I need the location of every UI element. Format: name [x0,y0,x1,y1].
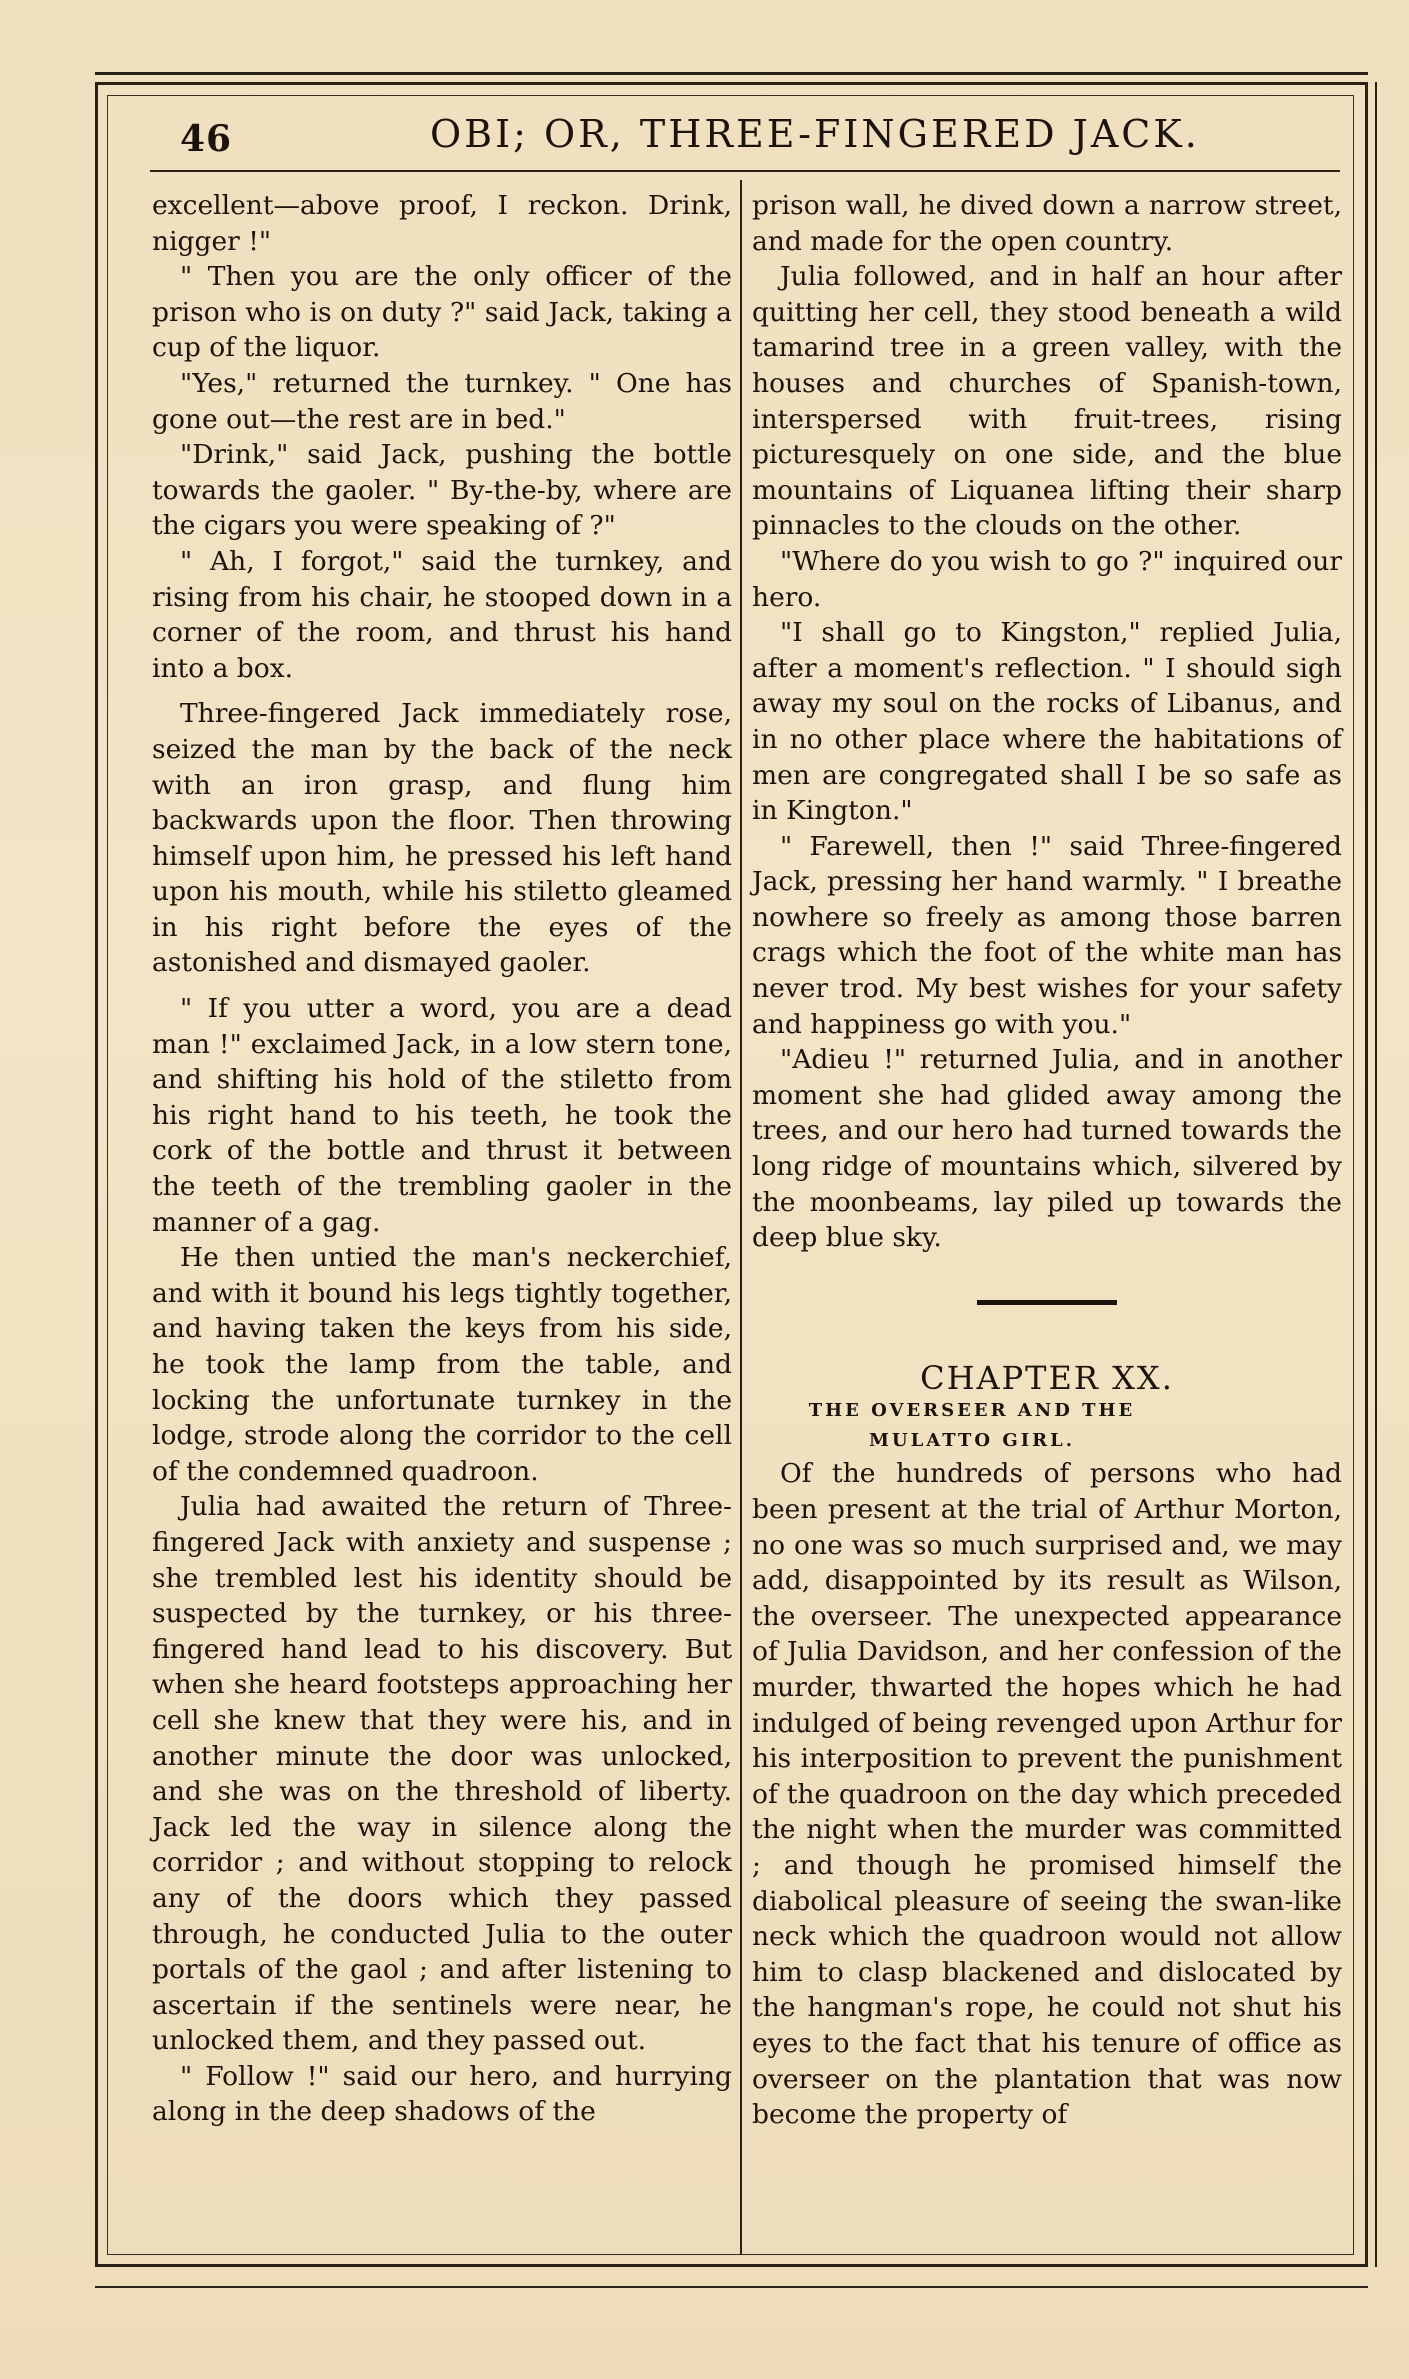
paragraph: prison wall, he dived down a narrow street, and made for the open country. [752,190,1342,257]
paragraph: " Then you are the only officer of the prison who is on duty ?" said Jack, taking a cup of the liquor. [152,261,732,364]
top-border-rule [95,72,1368,75]
chapter-subtitle: THE OVERSEER AND THE MULATTO GIRL. [808,1400,1136,1452]
left-column [152,188,732,2130]
bottom-border-rule [95,2286,1368,2288]
running-title: OBI; OR, THREE-FINGERED JACK. [430,112,1200,156]
paragraph: " If you utter a word, you are a dead man !" exclaimed Jack, in a low stern tone, and shifting his hold of the stiletto from his right hand to his teeth, he took the cork of the bottle and thrust it between the teeth of the trembling gaoler in the manner of a gag. [152,993,732,1238]
paragraph: "Adieu !" returned Julia, and in another moment she had glided away among the trees, and our hero had turned towards the long ridge of mountains which, silvered by the moonbeams, lay piled up towards the deep blue sky. [752,1044,1342,1254]
paragraph: He then untied the man's neckerchief, and with it bound his legs tightly together, and having taken the keys from his side, he took the lamp from the table, and locking the unfortunate turnkey in the lodge, strode along the corridor to the cell of the condemned quadroon. [152,1242,732,1487]
paragraph: excellent—above proof, I reckon. Drink, nigger !" [152,190,732,257]
right-border-rule [1375,82,1377,2267]
paragraph: " Farewell, then !" said Three-fingered Jack, pressing her hand warmly. " I breathe nowhere so freely as among those barren crags which the foot of the white man has never trod. My best wishes for your safety and happiness go with you." [752,830,1342,1040]
section-ornament-rule [977,1300,1117,1305]
chapter-title: CHAPTER XX. [920,1358,1174,1397]
page-number: 46 [180,118,233,160]
paragraph: " Ah, I forgot," said the turnkey, and rising from his chair, he stooped down in a corner of the room, and thrust his hand into a box. [152,545,732,684]
paragraph: "I shall go to Kingston," replied Julia, after a moment's reflection. " I should sigh away my soul on the rocks of Libanus, and in no other place where the habitations of men are congregated shall I be so safe as in Kington." [752,617,1342,827]
paragraph: "Drink," said Jack, pushing the bottle towards the gaoler. " By-the-by, where are the cigars you were speaking of ?" [152,439,732,542]
paragraph: Julia had awaited the return of Three-fingered Jack with anxiety and suspense ; she trembled lest his identity should be suspected by the turnkey, or his three-fingered hand lead to his discovery. But when she heard footsteps approaching her cell she knew that they were his, and in another minute the door was unlocked, and she was on the threshold of liberty. Jack led the way in silence along the corridor ; and without stopping to relock any of the doors which they passed through, he conducted Julia to the outer portals of the gaol ; and after listening to ascertain if the sentinels were near, he unlocked them, and they passed out. [152,1491,732,2057]
header-rule [150,170,1340,172]
paragraph: Three-fingered Jack immediately rose, seized the man by the back of the neck with an iron grasp, and flung him backwards upon the floor. Then throwing himself upon him, he pressed his left hand upon his mouth, while his stiletto gleamed in his right before the eyes of the astonished and dismayed gaoler. [152,698,732,979]
paragraph: " Follow !" said our hero, and hurrying along in the deep shadows of the [152,2060,732,2128]
right-column [752,188,1342,2133]
chapter-opening-paragraph: Of the hundreds of persons who had been present at the trial of Arthur Morton, no one was so much surprised and, we may add, disappointed by its result as Wilson, the overseer. The unexpected appearance of Julia Davidson, and her confession of the murder, thwarted the hopes which he had indulged of being revenged upon Arthur for his interposition to prevent the punishment of the quadroon on the day which preceded the night when the murder was committed ; and though he promised himself the diabolical pleasure of seeing the swan-like neck which the quadroon would not allow him to clasp blackened and dislocated by the hangman's rope, he could not shut his eyes to the fact that his tenure of office as overseer on the plantation that was now become the property of [752,1458,1342,2131]
paragraph: "Where do you wish to go ?" inquired our hero. [752,545,1342,613]
paragraph: Julia followed, and in half an hour after quitting her cell, they stood beneath a wild tamarind tree in a green valley, with the houses and churches of Spanish-town, interspersed with fruit-trees, rising picturesquely on one side, and the blue mountains of Liquanea lifting their sharp pinnacles to the clouds on the other. [752,261,1342,542]
column-divider [740,180,742,2255]
paragraph: "Yes," returned the turnkey. " One has gone out—the rest are in bed." [152,367,732,435]
